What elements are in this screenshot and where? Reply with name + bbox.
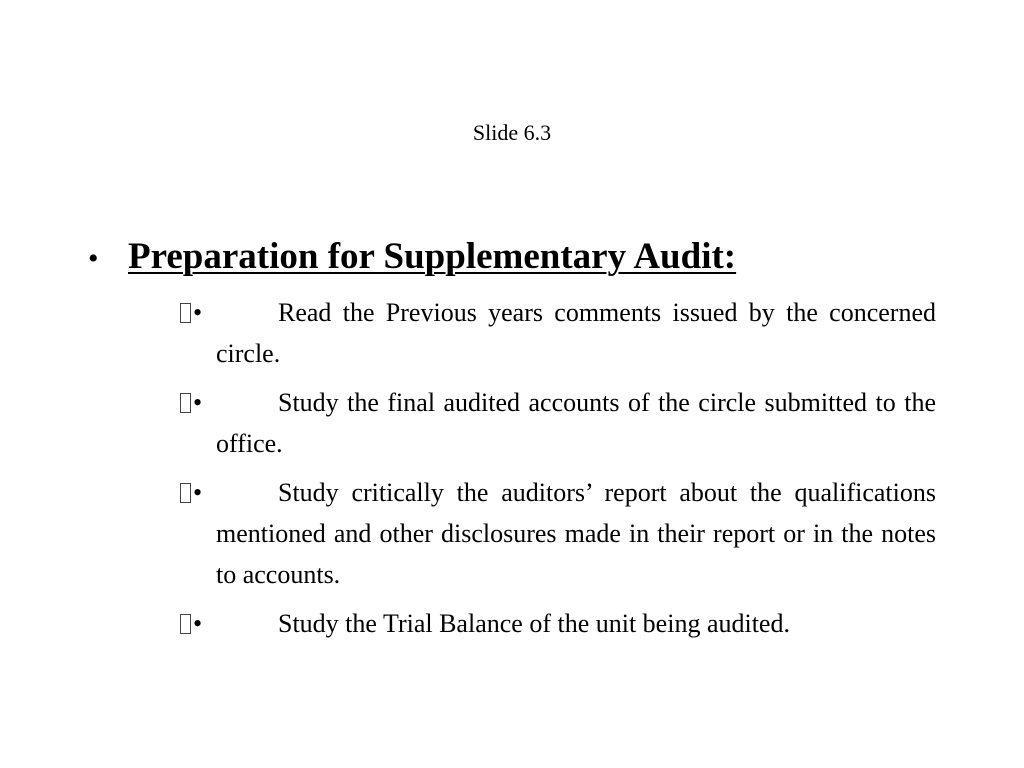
missing-glyph-icon: [180, 614, 191, 634]
bullet-dot: •: [193, 298, 203, 327]
bullet-dot: •: [193, 609, 203, 638]
list-item: [180, 472, 936, 595]
item-marker: [180, 603, 216, 644]
list-item-text: Study the Trial Balance of the unit being audited.: [278, 609, 790, 638]
missing-glyph-icon: [180, 393, 191, 413]
list-item-text: Study the final audited accounts of the circle submitted to the office.: [216, 388, 936, 458]
slide-heading: Preparation for Supplementary Audit:: [128, 236, 737, 277]
bullet-list: [180, 292, 936, 652]
list-item-text: Read the Previous years comments issued by the concerned circle.: [216, 298, 936, 368]
list-item: [180, 603, 936, 644]
item-marker: [180, 382, 216, 423]
list-item: [180, 292, 936, 374]
item-marker: [180, 292, 216, 333]
slide-number: Slide 6.3: [472, 120, 552, 145]
heading-row: [84, 234, 944, 282]
item-marker: [180, 472, 216, 513]
bullet-dot: •: [193, 478, 203, 507]
heading-bullet: •: [88, 242, 99, 275]
missing-glyph-icon: [180, 483, 191, 503]
list-item-text: Study critically the auditors’ report about the qualifications mentioned and other disclosures made in their report or in the notes to accounts.: [216, 478, 936, 589]
missing-glyph-icon: [180, 303, 191, 323]
list-item: [180, 382, 936, 464]
bullet-dot: •: [193, 388, 203, 417]
